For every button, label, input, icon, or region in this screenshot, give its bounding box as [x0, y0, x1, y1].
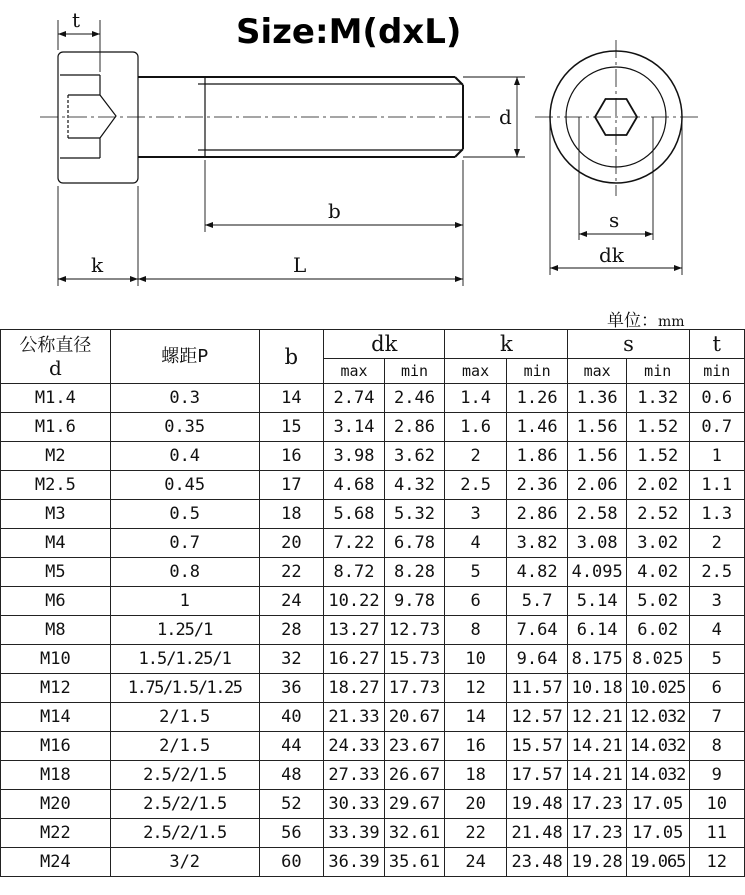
cell-p: 0.8: [110, 558, 259, 587]
cell-k-max: 2.5: [445, 471, 507, 500]
label-k: k: [91, 253, 104, 277]
cell-p: 0.5: [110, 500, 259, 529]
cell-s-min: 14.032: [626, 732, 689, 761]
cell-p: 0.7: [110, 529, 259, 558]
cell-s-max: 1.56: [568, 442, 626, 471]
cell-d: M24: [1, 848, 111, 877]
label-s: s: [609, 208, 620, 232]
cell-p: 1.5/1.25/1: [110, 645, 259, 674]
cell-dk-max: 10.22: [324, 587, 385, 616]
cell-s-min: 3.02: [626, 529, 689, 558]
cell-s-max: 12.21: [568, 703, 626, 732]
cell-b: 56: [259, 819, 324, 848]
cell-dk-min: 5.32: [384, 500, 445, 529]
cell-t-min: 9: [689, 761, 744, 790]
cell-b: 48: [259, 761, 324, 790]
cell-dk-max: 13.27: [324, 616, 385, 645]
cell-dk-min: 6.78: [384, 529, 445, 558]
header-dk-min: min: [384, 359, 445, 384]
cell-k-max: 14: [445, 703, 507, 732]
table-row: [1, 587, 745, 616]
header-pitch: 螺距P: [110, 330, 259, 384]
cell-k-min: 11.57: [506, 674, 568, 703]
cell-k-min: 3.82: [506, 529, 568, 558]
header-k-min: min: [506, 359, 568, 384]
cell-k-max: 10: [445, 645, 507, 674]
cell-k-max: 5: [445, 558, 507, 587]
cell-s-max: 5.14: [568, 587, 626, 616]
cell-dk-min: 2.46: [384, 384, 445, 413]
cell-b: 18: [259, 500, 324, 529]
cell-k-min: 15.57: [506, 732, 568, 761]
cell-s-max: 19.28: [568, 848, 626, 877]
cell-s-min: 14.032: [626, 761, 689, 790]
cell-s-min: 17.05: [626, 819, 689, 848]
cell-t-min: 0.7: [689, 413, 744, 442]
table-row: [1, 442, 745, 471]
cell-t-min: 4: [689, 616, 744, 645]
cell-p: 3/2: [110, 848, 259, 877]
cell-t-min: 2.5: [689, 558, 744, 587]
cell-s-max: 1.56: [568, 413, 626, 442]
cell-t-min: 10: [689, 790, 744, 819]
cell-p: 2.5/2/1.5: [110, 790, 259, 819]
header-nominal-diameter-cn: 公称直径: [19, 334, 92, 356]
cell-s-min: 2.02: [626, 471, 689, 500]
table-row: [1, 529, 745, 558]
header-s: s: [568, 330, 689, 359]
cell-t-min: 1.3: [689, 500, 744, 529]
cell-b: 28: [259, 616, 324, 645]
cell-s-min: 17.05: [626, 790, 689, 819]
cell-s-min: 1.52: [626, 442, 689, 471]
header-s-min: min: [626, 359, 689, 384]
cell-t-min: 1.1: [689, 471, 744, 500]
cell-d: M8: [1, 616, 111, 645]
cell-b: 14: [259, 384, 324, 413]
cell-t-min: 1: [689, 442, 744, 471]
cell-d: M1.4: [1, 384, 111, 413]
cell-b: 22: [259, 558, 324, 587]
table-row: [1, 819, 745, 848]
cell-k-max: 8: [445, 616, 507, 645]
cell-t-min: 2: [689, 529, 744, 558]
cell-k-max: 16: [445, 732, 507, 761]
cell-k-max: 1.6: [445, 413, 507, 442]
cell-b: 36: [259, 674, 324, 703]
cell-b: 20: [259, 529, 324, 558]
cell-t-min: 7: [689, 703, 744, 732]
table-row: [1, 616, 745, 645]
header-dk: dk: [324, 330, 445, 359]
cell-k-min: 1.86: [506, 442, 568, 471]
cell-k-min: 12.57: [506, 703, 568, 732]
cell-s-max: 14.21: [568, 761, 626, 790]
cell-s-min: 4.02: [626, 558, 689, 587]
cell-dk-min: 26.67: [384, 761, 445, 790]
cell-s-max: 2.58: [568, 500, 626, 529]
cell-dk-min: 15.73: [384, 645, 445, 674]
cell-s-min: 2.52: [626, 500, 689, 529]
cell-t-min: 3: [689, 587, 744, 616]
header-t: t: [689, 330, 744, 359]
cell-p: 1.75/1.5/1.25: [110, 674, 259, 703]
cell-s-max: 2.06: [568, 471, 626, 500]
cell-b: 32: [259, 645, 324, 674]
cell-k-min: 2.86: [506, 500, 568, 529]
cell-dk-max: 7.22: [324, 529, 385, 558]
cell-s-max: 4.095: [568, 558, 626, 587]
cell-b: 16: [259, 442, 324, 471]
cell-d: M2.5: [1, 471, 111, 500]
cell-dk-max: 3.98: [324, 442, 385, 471]
cell-k-max: 2: [445, 442, 507, 471]
cell-s-min: 8.025: [626, 645, 689, 674]
table-row: [1, 703, 745, 732]
cell-dk-min: 23.67: [384, 732, 445, 761]
cell-b: 40: [259, 703, 324, 732]
cell-s-min: 1.32: [626, 384, 689, 413]
page-title: Size:M(dxL): [236, 12, 462, 52]
cell-s-max: 17.23: [568, 819, 626, 848]
table-row: [1, 558, 745, 587]
cell-s-min: 12.032: [626, 703, 689, 732]
cell-t-min: 5: [689, 645, 744, 674]
cell-dk-min: 32.61: [384, 819, 445, 848]
cell-d: M18: [1, 761, 111, 790]
table-row: [1, 413, 745, 442]
header-row-1: [1, 330, 745, 359]
cell-p: 0.3: [110, 384, 259, 413]
label-L: L: [293, 253, 307, 277]
cell-t-min: 12: [689, 848, 744, 877]
cell-d: M16: [1, 732, 111, 761]
cell-s-min: 1.52: [626, 413, 689, 442]
cell-k-min: 17.57: [506, 761, 568, 790]
cell-k-min: 4.82: [506, 558, 568, 587]
header-k-max: max: [445, 359, 507, 384]
cell-k-min: 23.48: [506, 848, 568, 877]
cell-dk-min: 20.67: [384, 703, 445, 732]
cell-b: 60: [259, 848, 324, 877]
cell-s-min: 5.02: [626, 587, 689, 616]
table-row: [1, 500, 745, 529]
cell-b: 44: [259, 732, 324, 761]
cell-dk-min: 8.28: [384, 558, 445, 587]
cell-b: 24: [259, 587, 324, 616]
cell-d: M2: [1, 442, 111, 471]
header-t-min: min: [689, 359, 744, 384]
cell-k-min: 2.36: [506, 471, 568, 500]
cell-k-max: 4: [445, 529, 507, 558]
cell-dk-max: 24.33: [324, 732, 385, 761]
header-b: b: [259, 330, 324, 384]
cell-t-min: 0.6: [689, 384, 744, 413]
cell-k-max: 20: [445, 790, 507, 819]
unit-label: [607, 306, 685, 331]
spec-table: [0, 329, 745, 877]
cell-d: M20: [1, 790, 111, 819]
cell-k-min: 5.7: [506, 587, 568, 616]
cell-k-min: 9.64: [506, 645, 568, 674]
cell-d: M4: [1, 529, 111, 558]
cell-dk-min: 2.86: [384, 413, 445, 442]
cell-dk-max: 36.39: [324, 848, 385, 877]
unit-prefix: 单位：: [607, 311, 658, 331]
label-t: t: [72, 8, 81, 32]
label-dk: dk: [599, 243, 624, 267]
cell-b: 15: [259, 413, 324, 442]
unit-value: mm: [658, 314, 685, 330]
cell-p: 2.5/2/1.5: [110, 819, 259, 848]
cell-k-max: 12: [445, 674, 507, 703]
cell-p: 0.35: [110, 413, 259, 442]
cell-k-min: 7.64: [506, 616, 568, 645]
cell-p: 0.4: [110, 442, 259, 471]
cell-p: 2/1.5: [110, 703, 259, 732]
cell-p: 2/1.5: [110, 732, 259, 761]
header-nominal-diameter: [1, 330, 111, 384]
header-s-max: max: [568, 359, 626, 384]
cell-dk-max: 8.72: [324, 558, 385, 587]
label-b: b: [328, 199, 341, 223]
cell-dk-max: 3.14: [324, 413, 385, 442]
cell-t-min: 6: [689, 674, 744, 703]
cell-s-max: 17.23: [568, 790, 626, 819]
cell-dk-max: 30.33: [324, 790, 385, 819]
cell-dk-max: 33.39: [324, 819, 385, 848]
cell-dk-min: 12.73: [384, 616, 445, 645]
cell-p: 1.25/1: [110, 616, 259, 645]
table-row: [1, 790, 745, 819]
cell-d: M14: [1, 703, 111, 732]
cell-dk-min: 29.67: [384, 790, 445, 819]
table-row: [1, 674, 745, 703]
cell-k-min: 21.48: [506, 819, 568, 848]
cell-s-max: 6.14: [568, 616, 626, 645]
cell-s-min: 10.025: [626, 674, 689, 703]
cell-k-max: 6: [445, 587, 507, 616]
cell-k-max: 3: [445, 500, 507, 529]
cell-d: M22: [1, 819, 111, 848]
cell-k-min: 1.26: [506, 384, 568, 413]
cell-dk-max: 27.33: [324, 761, 385, 790]
cell-dk-min: 4.32: [384, 471, 445, 500]
cell-d: M10: [1, 645, 111, 674]
cell-d: M12: [1, 674, 111, 703]
cell-p: 0.45: [110, 471, 259, 500]
table-row: [1, 471, 745, 500]
screw-head-outline: [58, 52, 138, 183]
cell-t-min: 8: [689, 732, 744, 761]
cell-s-min: 6.02: [626, 616, 689, 645]
cell-dk-min: 17.73: [384, 674, 445, 703]
cell-dk-min: 9.78: [384, 587, 445, 616]
cell-d: M1.6: [1, 413, 111, 442]
table-row: [1, 645, 745, 674]
cell-k-max: 1.4: [445, 384, 507, 413]
table-row: [1, 848, 745, 877]
cell-dk-max: 5.68: [324, 500, 385, 529]
cell-s-min: 19.065: [626, 848, 689, 877]
cell-s-max: 1.36: [568, 384, 626, 413]
table-row: [1, 732, 745, 761]
cell-s-max: 10.18: [568, 674, 626, 703]
cell-b: 17: [259, 471, 324, 500]
cell-dk-max: 16.27: [324, 645, 385, 674]
cell-dk-min: 3.62: [384, 442, 445, 471]
header-dk-max: max: [324, 359, 385, 384]
cell-k-max: 18: [445, 761, 507, 790]
cell-s-max: 14.21: [568, 732, 626, 761]
cell-s-max: 8.175: [568, 645, 626, 674]
cell-dk-max: 18.27: [324, 674, 385, 703]
cell-dk-max: 2.74: [324, 384, 385, 413]
cell-k-min: 1.46: [506, 413, 568, 442]
cell-d: M3: [1, 500, 111, 529]
label-d: d: [499, 105, 512, 129]
cell-dk-max: 21.33: [324, 703, 385, 732]
header-k: k: [445, 330, 568, 359]
cell-p: 1: [110, 587, 259, 616]
cell-p: 2.5/2/1.5: [110, 761, 259, 790]
table-row: [1, 761, 745, 790]
cell-k-max: 22: [445, 819, 507, 848]
cell-b: 52: [259, 790, 324, 819]
cell-dk-max: 4.68: [324, 471, 385, 500]
cell-dk-min: 35.61: [384, 848, 445, 877]
cell-s-max: 3.08: [568, 529, 626, 558]
cell-t-min: 11: [689, 819, 744, 848]
cell-d: M5: [1, 558, 111, 587]
cell-d: M6: [1, 587, 111, 616]
cell-k-min: 19.48: [506, 790, 568, 819]
table-row: [1, 384, 745, 413]
header-nominal-diameter-sym: d: [48, 355, 62, 380]
cell-k-max: 24: [445, 848, 507, 877]
